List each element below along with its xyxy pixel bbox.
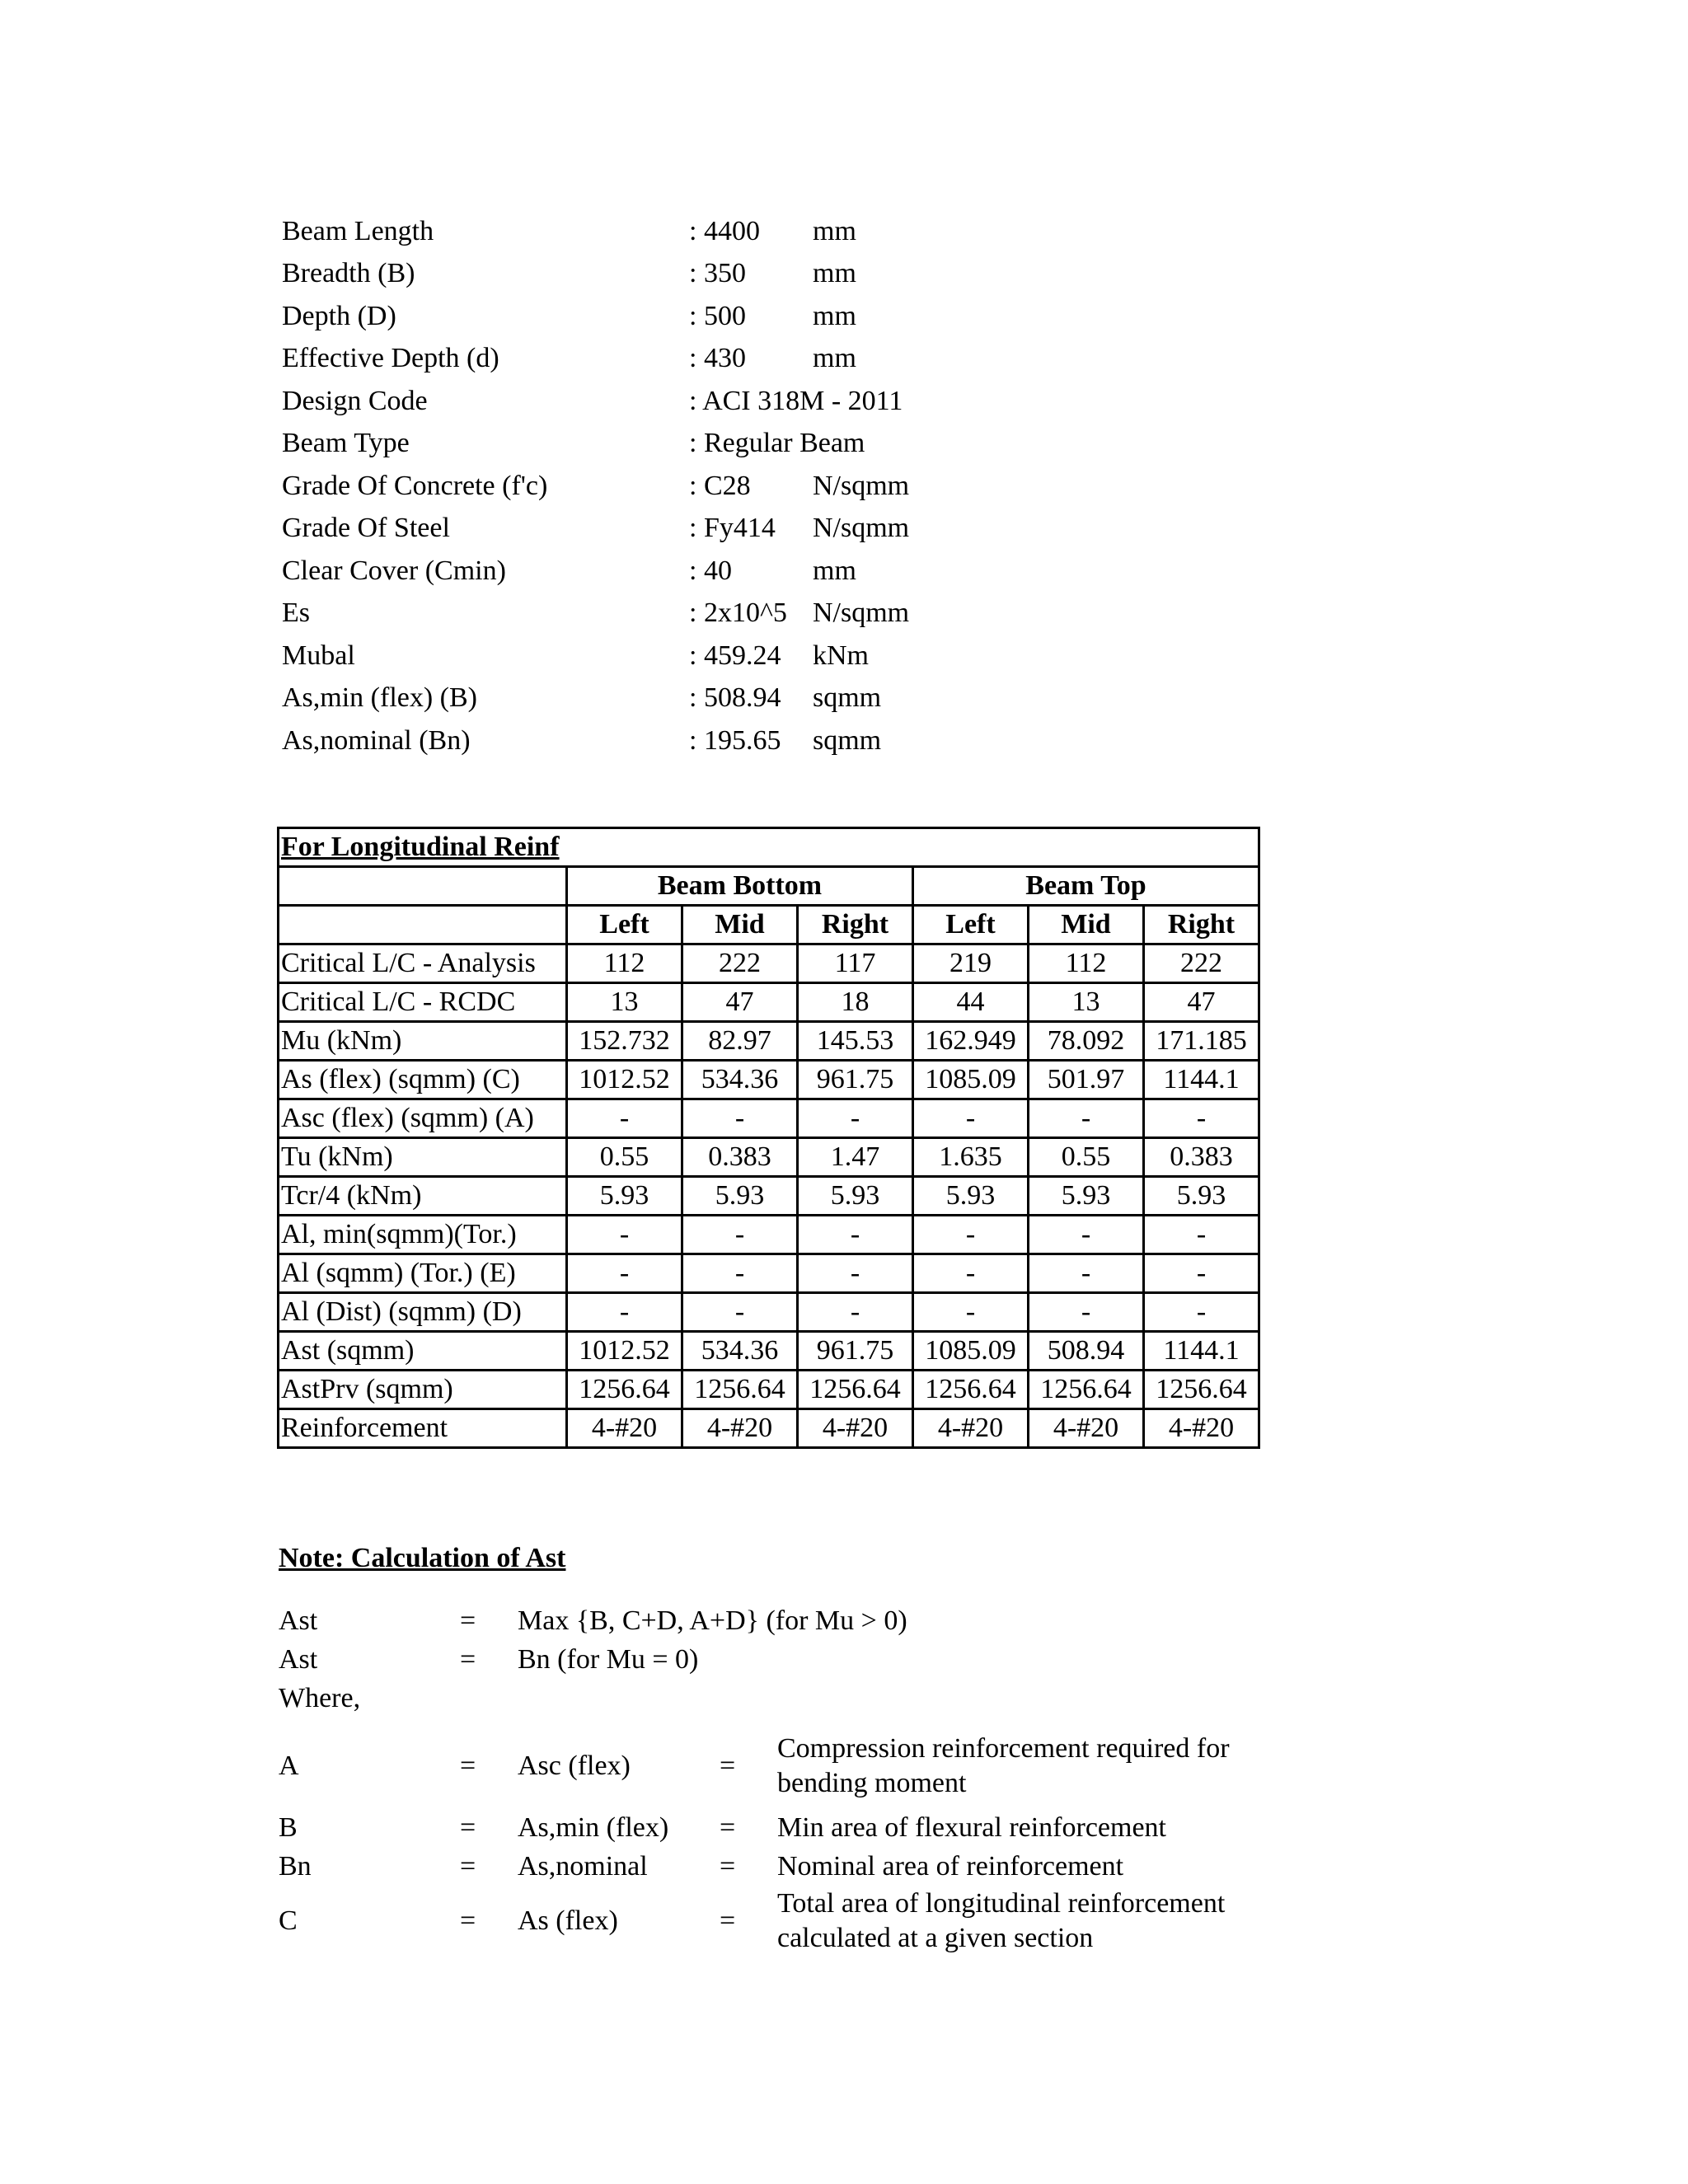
param-row [282,719,978,762]
table-cell: 5.93 [1029,1177,1144,1216]
table-cell: 47 [1144,983,1259,1022]
param-unit: sqmm [813,682,882,714]
table-cell: 0.383 [1144,1138,1259,1177]
param-label: Beam Type [282,428,410,459]
table-cell: 222 [682,944,798,983]
table-row [279,1409,1259,1448]
table-cell: 162.949 [913,1022,1029,1061]
param-unit: mm [813,343,856,374]
table-cell: 112 [1029,944,1144,983]
table-cell: 4-#20 [798,1409,913,1448]
table-cell: 1.47 [798,1138,913,1177]
table-cell: - [913,1099,1029,1138]
table-row [279,1061,1259,1099]
table-cell: 961.75 [798,1332,913,1371]
table-cell: - [913,1216,1029,1254]
param-value: : 40 [689,555,732,586]
table-cell: 1256.64 [1144,1371,1259,1409]
column-header: Left [567,906,682,944]
table-cell: 112 [567,944,682,983]
param-value: : 430 [689,343,746,374]
table-cell: 0.55 [1029,1138,1144,1177]
beam-parameters [282,210,978,762]
equals-sign: = [720,1750,736,1781]
table-cell: 152.732 [567,1022,682,1061]
table-cell: 171.185 [1144,1022,1259,1061]
definition-symbol: C [279,1905,298,1936]
table-cell: 5.93 [913,1177,1029,1216]
where-line [279,1683,360,1714]
table-row [279,1099,1259,1138]
table-row [279,1022,1259,1061]
table-cell: 1012.52 [567,1061,682,1099]
param-row [282,677,978,720]
definition-line [279,1811,1305,1845]
param-label: Breadth (B) [282,258,415,289]
table-cell: - [798,1216,913,1254]
formula-expression: Bn (for Mu = 0) [518,1644,699,1675]
table-cell: - [1144,1254,1259,1293]
param-label: Depth (D) [282,300,396,331]
param-value: : ACI 318M - 2011 [689,385,903,416]
param-label: As,min (flex) (B) [282,682,478,714]
table-cell: 0.383 [682,1138,798,1177]
param-row [282,635,978,677]
table-cell: 5.93 [567,1177,682,1216]
equals-sign: = [460,1644,476,1675]
table-cell: 4-#20 [682,1409,798,1448]
param-row [282,423,978,466]
param-row [282,380,978,423]
table-cell: 1256.64 [682,1371,798,1409]
table-cell: 4-#20 [1144,1409,1259,1448]
param-unit: sqmm [813,724,882,756]
definition-text: Min area of flexural reinforcement [777,1812,1166,1843]
param-value: : 195.65 [689,724,781,756]
param-label: Beam Length [282,215,434,246]
table-cell: 1.635 [913,1138,1029,1177]
definition-line [279,1886,1305,1957]
param-value: : 2x10^5 [689,598,787,629]
param-value: : Regular Beam [689,428,865,459]
param-unit: N/sqmm [813,513,910,544]
definition-expression: As,min (flex) [518,1812,669,1843]
table-cell: - [567,1216,682,1254]
formula-symbol: Ast [279,1605,318,1636]
empty-header-cell [279,867,567,906]
table-cell: 1256.64 [567,1371,682,1409]
param-value: : 350 [689,258,746,289]
table-cell: 508.94 [1029,1332,1144,1371]
param-row [282,593,978,635]
table-row [279,1332,1259,1371]
equals-sign: = [720,1851,736,1882]
formula-expression: Max {B, C+D, A+D} (for Mu > 0) [518,1605,907,1636]
equals-sign: = [460,1605,476,1636]
definition-line [279,1731,1305,1802]
definition-expression: As (flex) [518,1905,618,1936]
column-header: Right [1144,906,1259,944]
table-cell: - [1029,1254,1144,1293]
definition-symbol: B [279,1812,298,1843]
formula-line [279,1644,698,1675]
group-header-beam-bottom: Beam Bottom [567,867,913,906]
table-cell: 4-#20 [1029,1409,1144,1448]
equals-sign: = [460,1812,476,1843]
table-cell: 534.36 [682,1061,798,1099]
table-cell: 5.93 [1144,1177,1259,1216]
equals-sign: = [720,1812,736,1843]
param-row [282,338,978,381]
table-cell: - [913,1254,1029,1293]
param-label: Mubal [282,640,355,671]
param-label: Clear Cover (Cmin) [282,555,506,586]
equals-sign: = [460,1851,476,1882]
table-row [279,944,1259,983]
column-header: Mid [682,906,798,944]
table-cell: - [567,1293,682,1332]
table-subheader-row [279,906,1259,944]
table-cell: - [682,1099,798,1138]
table-cell: - [682,1254,798,1293]
definition-text: Compression reinforcement required for bending moment [777,1733,1230,1798]
table-cell: - [798,1254,913,1293]
param-value: : 508.94 [689,682,781,714]
formula-line [279,1605,907,1637]
empty-header-cell [279,906,567,944]
row-label: Tcr/4 (kNm) [279,1177,567,1216]
table-cell: - [798,1293,913,1332]
table-cell: - [682,1216,798,1254]
group-header-beam-top: Beam Top [913,867,1259,906]
table-cell: 222 [1144,944,1259,983]
row-label: Reinforcement [279,1409,567,1448]
param-unit: mm [813,555,856,586]
param-label: As,nominal (Bn) [282,724,471,756]
param-value: : C28 [689,470,751,501]
table-cell: - [567,1254,682,1293]
table-cell: 1256.64 [1029,1371,1144,1409]
table-cell: 117 [798,944,913,983]
param-unit: mm [813,215,856,246]
table-cell: - [682,1293,798,1332]
table-cell: 44 [913,983,1029,1022]
row-label: Tu (kNm) [279,1138,567,1177]
table-cell: - [1029,1099,1144,1138]
param-row [282,508,978,551]
where-label: Where, [279,1683,361,1713]
row-label: Mu (kNm) [279,1022,567,1061]
definition-expression: As,nominal [518,1851,648,1882]
note-title: Note: Calculation of Ast [279,1543,566,1573]
table-cell: 145.53 [798,1022,913,1061]
table-row [279,983,1259,1022]
table-cell: 5.93 [682,1177,798,1216]
row-label: AstPrv (sqmm) [279,1371,567,1409]
table-cell: 1144.1 [1144,1332,1259,1371]
param-row [282,465,978,508]
table-cell: 5.93 [798,1177,913,1216]
table-cell: 1256.64 [913,1371,1029,1409]
table-cell: - [1029,1216,1144,1254]
param-row [282,550,978,593]
param-row [282,253,978,296]
definition-text: Nominal area of reinforcement [777,1851,1124,1882]
table-cell: - [1144,1293,1259,1332]
table-cell: 501.97 [1029,1061,1144,1099]
column-header: Left [913,906,1029,944]
param-row [282,210,978,253]
table-body [279,944,1259,1448]
param-unit: mm [813,300,856,331]
row-label: Al (Dist) (sqmm) (D) [279,1293,567,1332]
param-label: Design Code [282,385,428,416]
param-unit: N/sqmm [813,598,910,629]
definition-symbol: Bn [279,1851,312,1882]
equals-sign: = [460,1905,476,1936]
param-label: Effective Depth (d) [282,343,499,374]
table-row [279,1254,1259,1293]
table-cell: - [913,1293,1029,1332]
row-label: Al, min(sqmm)(Tor.) [279,1216,567,1254]
table-cell: 18 [798,983,913,1022]
table-row [279,1138,1259,1177]
table-cell: - [798,1099,913,1138]
equals-sign: = [720,1905,736,1936]
table-cell: 219 [913,944,1029,983]
param-unit: mm [813,258,856,289]
table-row [279,1293,1259,1332]
param-value: : 4400 [689,215,760,246]
param-unit: N/sqmm [813,470,910,501]
table-cell: 4-#20 [567,1409,682,1448]
longitudinal-reinforcement-table [277,827,1260,1449]
table-cell: 1085.09 [913,1061,1029,1099]
row-label: As (flex) (sqmm) (C) [279,1061,567,1099]
param-unit: kNm [813,640,869,671]
table-title: For Longitudinal Reinf [279,828,1259,867]
table-row [279,1177,1259,1216]
row-label: Al (sqmm) (Tor.) (E) [279,1254,567,1293]
table-cell: - [1144,1216,1259,1254]
table-cell: 13 [1029,983,1144,1022]
table-cell: 78.092 [1029,1022,1144,1061]
table-cell: - [1029,1293,1144,1332]
table-cell: 13 [567,983,682,1022]
definition-line [279,1849,1305,1884]
table-cell: - [567,1099,682,1138]
param-value: : 500 [689,300,746,331]
table-cell: 534.36 [682,1332,798,1371]
table-row [279,1216,1259,1254]
table-title-row [279,828,1259,867]
row-label: Critical L/C - Analysis [279,944,567,983]
equals-sign: = [460,1750,476,1781]
definition-expression: Asc (flex) [518,1750,631,1781]
table-group-header-row [279,867,1259,906]
table-cell: 0.55 [567,1138,682,1177]
column-header: Right [798,906,913,944]
param-row [282,295,978,338]
column-header: Mid [1029,906,1144,944]
formula-symbol: Ast [279,1644,318,1675]
row-label: Ast (sqmm) [279,1332,567,1371]
param-label: Grade Of Steel [282,513,450,544]
table-cell: 82.97 [682,1022,798,1061]
param-value: : 459.24 [689,640,781,671]
table-cell: 1256.64 [798,1371,913,1409]
definition-text: Total area of longitudinal reinforcement calculated at a given section [777,1888,1226,1953]
row-label: Asc (flex) (sqmm) (A) [279,1099,567,1138]
param-label: Grade Of Concrete (f'c) [282,470,548,501]
definition-symbol: A [279,1750,299,1781]
table-cell: 4-#20 [913,1409,1029,1448]
table-cell: 1012.52 [567,1332,682,1371]
param-value: : Fy414 [689,513,776,544]
table-cell: - [1144,1099,1259,1138]
table-cell: 47 [682,983,798,1022]
row-label: Critical L/C - RCDC [279,983,567,1022]
table-cell: 961.75 [798,1061,913,1099]
table-row [279,1371,1259,1409]
param-label: Es [282,598,310,629]
table-cell: 1144.1 [1144,1061,1259,1099]
table-cell: 1085.09 [913,1332,1029,1371]
